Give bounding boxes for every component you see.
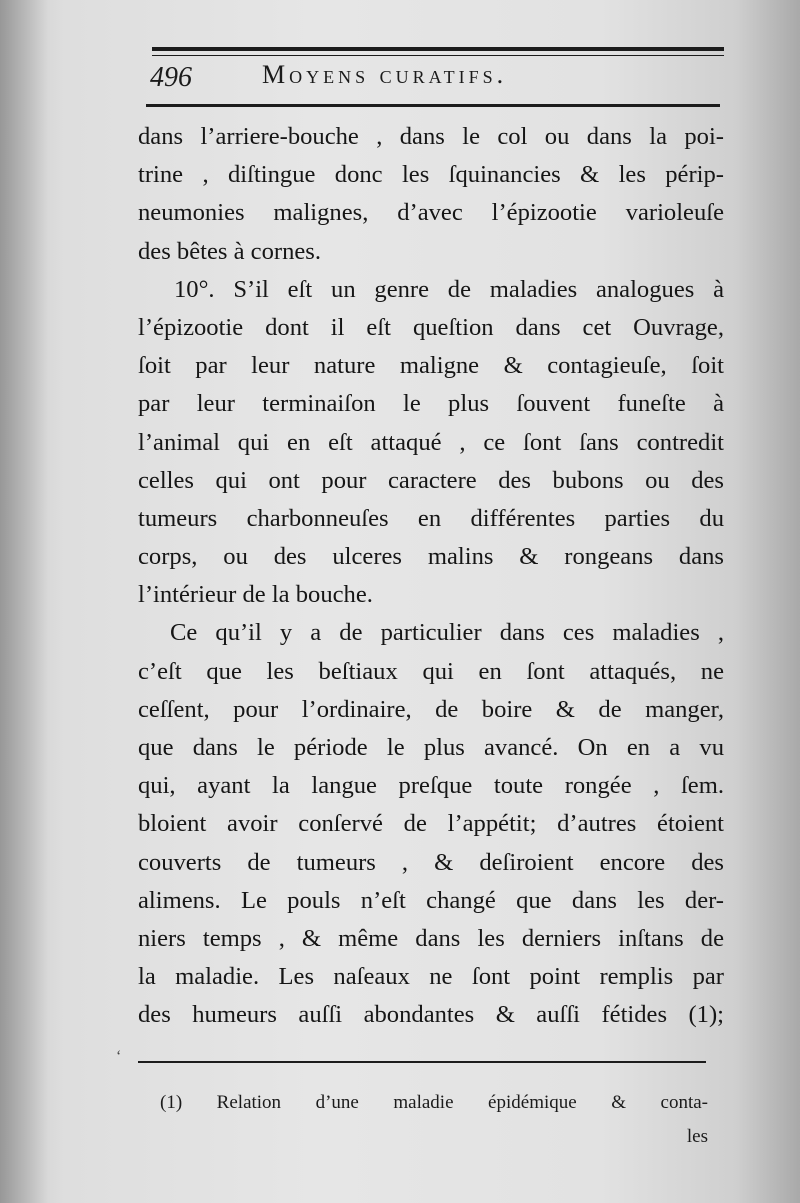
body-text xyxy=(138,118,724,1035)
footnote-line: (1) Relation d’une maladie épidémique & conta- xyxy=(160,1092,708,1113)
text-line: ceſſent, pour l’ordinaire, de boire & de manger, xyxy=(138,695,724,723)
text-line: bloient avoir conſervé de l’appétit; d’autres étoient xyxy=(138,810,724,838)
text-line: la maladie. Les naſeaux ne ſont point remplis par xyxy=(138,963,724,991)
text-line: neumonies malignes, d’avec l’épizootie varioleuſe xyxy=(138,199,724,227)
text-line: corps, ou des ulceres malins & rongeans dans xyxy=(138,543,724,571)
header-rule xyxy=(146,104,720,107)
text-line: par leur terminaiſon le plus ſouvent funeſte à xyxy=(138,390,724,418)
margin-mark: ‘ xyxy=(116,1048,122,1065)
running-title: Moyens curatifs. xyxy=(262,60,508,89)
footnote-rule xyxy=(138,1061,706,1063)
text-line: tumeurs charbonneuſes en différentes parties du xyxy=(138,504,724,532)
paragraph-start-line: Ce qu’il y a de particulier dans ces maladies , xyxy=(170,619,724,647)
spine-shadow xyxy=(0,0,48,1203)
text-line: trine , diſtingue donc les ſquinancies & les périp- xyxy=(138,161,724,189)
footnote-catchword: les xyxy=(686,1126,708,1147)
text-line: que dans le période le plus avancé. On en a vu xyxy=(138,734,724,761)
text-line: l’épizootie dont il eſt queſtion dans cet Ouvrage, xyxy=(138,313,724,341)
text-line: des bêtes à cornes. xyxy=(138,237,322,265)
text-line: couverts de tumeurs , & deſiroient encore des xyxy=(138,848,724,876)
text-line: des humeurs auſſi abondantes & auſſi fétides (1); xyxy=(138,1001,724,1029)
text-line: celles qui ont pour caractere des bubons ou des xyxy=(138,466,724,494)
text-line: niers temps , & même dans les derniers inſtans de xyxy=(138,924,724,952)
top-rule-thin xyxy=(152,55,724,56)
top-rule-thick xyxy=(152,47,724,51)
footnote xyxy=(160,1086,708,1154)
text-line: dans l’arriere-bouche , dans le col ou dans la poi- xyxy=(138,123,724,150)
paragraph-start-line: 10°. S’il eſt un genre de maladies analogues à xyxy=(174,275,724,303)
text-line: alimens. Le pouls n’eſt changé que dans les der- xyxy=(138,886,724,914)
page-number: 496 xyxy=(150,62,192,93)
text-line: ſoit par leur nature maligne & contagieuſe, ſoit xyxy=(138,352,724,380)
text-line: l’animal qui en eſt attaqué , ce ſont ſans contredit xyxy=(138,428,724,456)
text-line: c’eſt que les beſtiaux qui en ſont attaqués, ne xyxy=(138,657,724,685)
text-line: l’intérieur de la bouche. xyxy=(138,581,373,609)
text-line: qui, ayant la langue preſque toute rongée , ſem. xyxy=(138,772,724,800)
